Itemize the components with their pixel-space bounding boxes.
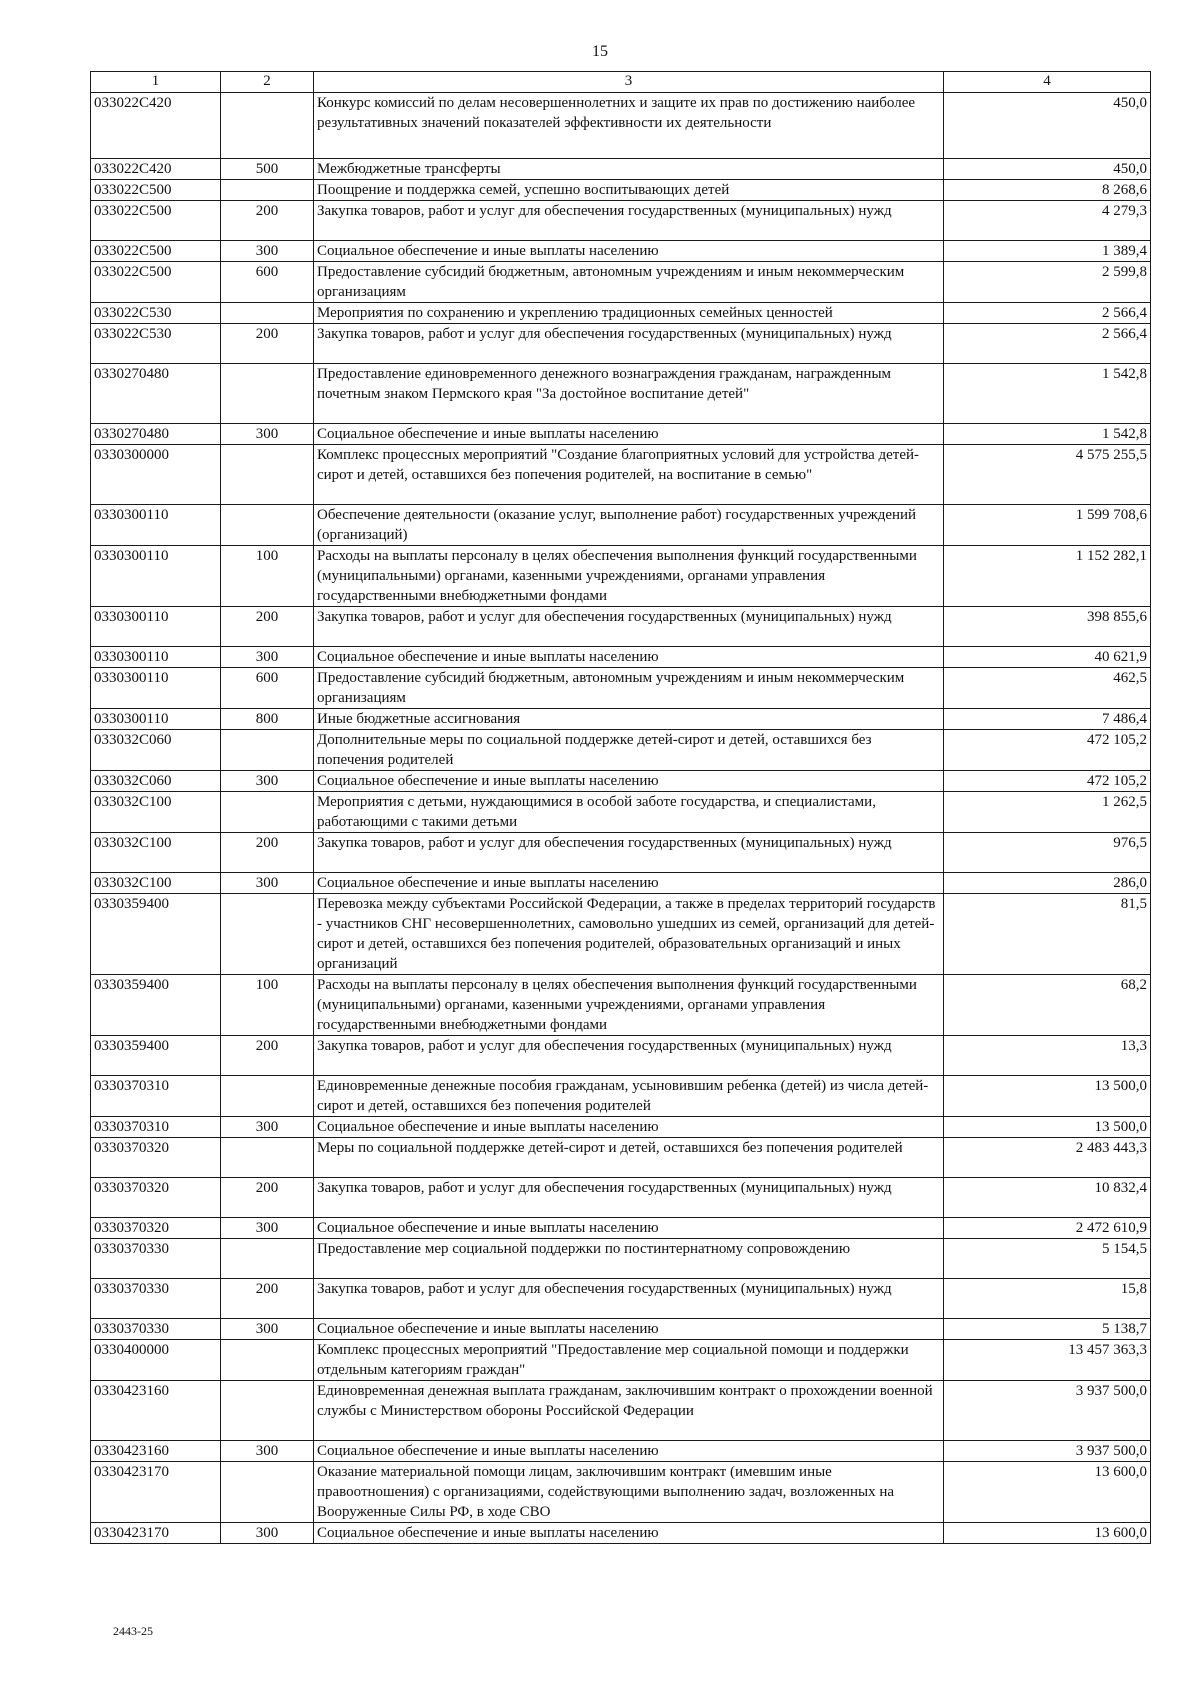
cell-name: Социальное обеспечение и иные выплаты населению — [314, 647, 944, 668]
cell-name: Предоставление субсидий бюджетным, автономным учреждениям и иным некоммерческим организациям — [314, 668, 944, 709]
cell-code: 0330270480 — [91, 424, 221, 445]
cell-sum: 1 542,8 — [944, 424, 1151, 445]
cell-name: Предоставление единовременного денежного вознаграждения гражданам, награжденным почетным знаком Пермского края "За достойное воспитание детей" — [314, 364, 944, 424]
cell-sum: 13 600,0 — [944, 1462, 1151, 1523]
cell-expense-type: 200 — [221, 1279, 314, 1319]
cell-name: Предоставление субсидий бюджетным, автономным учреждениям и иным некоммерческим организациям — [314, 262, 944, 303]
cell-sum: 10 832,4 — [944, 1178, 1151, 1218]
cell-expense-type — [221, 364, 314, 424]
cell-code: 0330370320 — [91, 1178, 221, 1218]
cell-name: Комплекс процессных мероприятий "Предоставление мер социальной помощи и поддержки отдельным категориям граждан" — [314, 1340, 944, 1381]
cell-expense-type: 200 — [221, 201, 314, 241]
cell-sum: 2 566,4 — [944, 324, 1151, 364]
table-row — [91, 668, 1151, 709]
cell-code: 033032С100 — [91, 792, 221, 833]
cell-name: Предоставление мер социальной поддержки по постинтернатному сопровождению — [314, 1239, 944, 1279]
table-row — [91, 424, 1151, 445]
cell-sum: 5 138,7 — [944, 1319, 1151, 1340]
table-row — [91, 1036, 1151, 1076]
cell-name: Социальное обеспечение и иные выплаты населению — [314, 771, 944, 792]
cell-sum: 13 600,0 — [944, 1523, 1151, 1544]
table-row — [91, 975, 1151, 1036]
cell-expense-type: 300 — [221, 1218, 314, 1239]
table-row — [91, 1441, 1151, 1462]
cell-code: 0330300110 — [91, 546, 221, 607]
cell-expense-type — [221, 1340, 314, 1381]
table-row — [91, 1319, 1151, 1340]
cell-code: 0330423160 — [91, 1381, 221, 1441]
cell-sum: 1 542,8 — [944, 364, 1151, 424]
cell-sum: 450,0 — [944, 93, 1151, 159]
table-row — [91, 364, 1151, 424]
table-row — [91, 1076, 1151, 1117]
cell-sum: 976,5 — [944, 833, 1151, 873]
cell-code: 033022С500 — [91, 241, 221, 262]
cell-expense-type: 200 — [221, 607, 314, 647]
column-header-name: 3 — [314, 72, 944, 93]
cell-name: Перевозка между субъектами Российской Федерации, а также в пределах территорий государств - участников СНГ несовершеннолетних, самовольно ушедших из семей, организаций для детей-сирот и детей, оставшихся без попечения родителей, образовательных организаций и иных организаций — [314, 894, 944, 975]
page-number: 15 — [592, 43, 608, 60]
cell-code: 0330423170 — [91, 1462, 221, 1523]
table-row — [91, 1462, 1151, 1523]
cell-expense-type: 300 — [221, 241, 314, 262]
column-header-type: 2 — [221, 72, 314, 93]
column-header-sum: 4 — [944, 72, 1151, 93]
table-row — [91, 505, 1151, 546]
cell-expense-type: 300 — [221, 873, 314, 894]
cell-code: 033022С500 — [91, 180, 221, 201]
column-header-code: 1 — [91, 72, 221, 93]
table-row — [91, 647, 1151, 668]
cell-expense-type — [221, 730, 314, 771]
cell-name: Закупка товаров, работ и услуг для обеспечения государственных (муниципальных) нужд — [314, 324, 944, 364]
cell-expense-type: 300 — [221, 1117, 314, 1138]
table-row — [91, 1279, 1151, 1319]
cell-code: 033032С100 — [91, 833, 221, 873]
cell-expense-type — [221, 1076, 314, 1117]
cell-code: 033032С060 — [91, 771, 221, 792]
table-row — [91, 792, 1151, 833]
cell-expense-type: 600 — [221, 262, 314, 303]
cell-code: 033022С420 — [91, 93, 221, 159]
cell-sum: 7 486,4 — [944, 709, 1151, 730]
cell-sum: 472 105,2 — [944, 771, 1151, 792]
cell-expense-type — [221, 1239, 314, 1279]
cell-expense-type: 300 — [221, 424, 314, 445]
table-row — [91, 445, 1151, 505]
cell-code: 033022С420 — [91, 159, 221, 180]
cell-code: 0330423170 — [91, 1523, 221, 1544]
cell-sum: 15,8 — [944, 1279, 1151, 1319]
cell-name: Социальное обеспечение и иные выплаты населению — [314, 1523, 944, 1544]
table-row — [91, 303, 1151, 324]
table-body — [91, 72, 1151, 1544]
cell-expense-type — [221, 1381, 314, 1441]
cell-code: 0330359400 — [91, 975, 221, 1036]
cell-expense-type: 600 — [221, 668, 314, 709]
cell-name: Мероприятия с детьми, нуждающимися в особой заботе государства, и специалистами, работающими с такими детьми — [314, 792, 944, 833]
cell-sum: 13 457 363,3 — [944, 1340, 1151, 1381]
cell-name: Закупка товаров, работ и услуг для обеспечения государственных (муниципальных) нужд — [314, 1279, 944, 1319]
cell-name: Закупка товаров, работ и услуг для обеспечения государственных (муниципальных) нужд — [314, 1036, 944, 1076]
cell-sum: 13 500,0 — [944, 1076, 1151, 1117]
table-row — [91, 546, 1151, 607]
cell-sum: 13 500,0 — [944, 1117, 1151, 1138]
table-row — [91, 324, 1151, 364]
table-row — [91, 1523, 1151, 1544]
cell-expense-type — [221, 445, 314, 505]
cell-name: Социальное обеспечение и иные выплаты населению — [314, 1441, 944, 1462]
cell-code: 033032С100 — [91, 873, 221, 894]
table-row — [91, 833, 1151, 873]
table-row — [91, 873, 1151, 894]
cell-name: Социальное обеспечение и иные выплаты населению — [314, 873, 944, 894]
cell-code: 0330370310 — [91, 1117, 221, 1138]
cell-name: Социальное обеспечение и иные выплаты населению — [314, 1117, 944, 1138]
cell-sum: 286,0 — [944, 873, 1151, 894]
document-id: 2443-25 — [113, 1624, 153, 1638]
cell-code: 0330370320 — [91, 1218, 221, 1239]
cell-expense-type — [221, 894, 314, 975]
table-row — [91, 1239, 1151, 1279]
cell-code: 033022С500 — [91, 201, 221, 241]
cell-sum: 40 621,9 — [944, 647, 1151, 668]
table-row — [91, 607, 1151, 647]
cell-sum: 1 599 708,6 — [944, 505, 1151, 546]
cell-expense-type: 200 — [221, 1036, 314, 1076]
cell-code: 0330300110 — [91, 668, 221, 709]
cell-name: Единовременная денежная выплата гражданам, заключившим контракт о прохождении военной службы с Министерством обороны Российской Федерации — [314, 1381, 944, 1441]
cell-expense-type: 500 — [221, 159, 314, 180]
cell-code: 0330359400 — [91, 1036, 221, 1076]
cell-code: 0330300110 — [91, 607, 221, 647]
cell-code: 033032С060 — [91, 730, 221, 771]
cell-code: 0330423160 — [91, 1441, 221, 1462]
cell-sum: 2 483 443,3 — [944, 1138, 1151, 1178]
table-row — [91, 730, 1151, 771]
cell-expense-type — [221, 1138, 314, 1178]
cell-expense-type — [221, 505, 314, 546]
cell-sum: 2 566,4 — [944, 303, 1151, 324]
cell-expense-type: 300 — [221, 1523, 314, 1544]
cell-sum: 472 105,2 — [944, 730, 1151, 771]
cell-expense-type: 200 — [221, 1178, 314, 1218]
cell-expense-type: 100 — [221, 546, 314, 607]
table-row — [91, 1117, 1151, 1138]
cell-name: Обеспечение деятельности (оказание услуг, выполнение работ) государственных учреждений (организаций) — [314, 505, 944, 546]
cell-sum: 450,0 — [944, 159, 1151, 180]
cell-name: Оказание материальной помощи лицам, заключившим контракт (имевшим иные правоотношения) с организациями, содействующими выполнению задач, возложенных на Вооруженные Силы РФ, в ходе СВО — [314, 1462, 944, 1523]
cell-name: Единовременные денежные пособия гражданам, усыновившим ребенка (детей) из числа детей-сирот и детей, оставшихся без попечения родителей — [314, 1076, 944, 1117]
cell-expense-type: 200 — [221, 833, 314, 873]
cell-expense-type — [221, 303, 314, 324]
cell-code: 0330400000 — [91, 1340, 221, 1381]
cell-code: 0330370330 — [91, 1239, 221, 1279]
cell-sum: 1 389,4 — [944, 241, 1151, 262]
cell-name: Межбюджетные трансферты — [314, 159, 944, 180]
cell-name: Социальное обеспечение и иные выплаты населению — [314, 1319, 944, 1340]
cell-sum: 4 575 255,5 — [944, 445, 1151, 505]
cell-sum: 2 472 610,9 — [944, 1218, 1151, 1239]
cell-expense-type: 200 — [221, 324, 314, 364]
cell-sum: 462,5 — [944, 668, 1151, 709]
cell-name: Расходы на выплаты персоналу в целях обеспечения выполнения функций государственными (муниципальными) органами, казенными учреждениями, органами управления государственными внебюджетными фондами — [314, 975, 944, 1036]
cell-code: 0330300110 — [91, 505, 221, 546]
cell-sum: 398 855,6 — [944, 607, 1151, 647]
cell-name: Конкурс комиссий по делам несовершеннолетних и защите их прав по достижению наиболее результативных значений показателей эффективности их деятельности — [314, 93, 944, 159]
table-row — [91, 241, 1151, 262]
table-row — [91, 1218, 1151, 1239]
cell-name: Комплекс процессных мероприятий "Создание благоприятных условий для устройства детей-сирот и детей, оставшихся без попечения родителей, на воспитание в семью" — [314, 445, 944, 505]
cell-sum: 3 937 500,0 — [944, 1381, 1151, 1441]
cell-sum: 3 937 500,0 — [944, 1441, 1151, 1462]
cell-sum: 8 268,6 — [944, 180, 1151, 201]
table-row — [91, 93, 1151, 159]
cell-expense-type — [221, 1462, 314, 1523]
cell-code: 0330359400 — [91, 894, 221, 975]
cell-code: 0330370330 — [91, 1279, 221, 1319]
cell-sum: 1 152 282,1 — [944, 546, 1151, 607]
cell-code: 033022С530 — [91, 324, 221, 364]
cell-expense-type: 300 — [221, 647, 314, 668]
cell-sum: 2 599,8 — [944, 262, 1151, 303]
table-row — [91, 1340, 1151, 1381]
table-row — [91, 709, 1151, 730]
cell-code: 0330300000 — [91, 445, 221, 505]
table-row — [91, 1178, 1151, 1218]
cell-expense-type — [221, 792, 314, 833]
cell-name: Закупка товаров, работ и услуг для обеспечения государственных (муниципальных) нужд — [314, 201, 944, 241]
table-row — [91, 262, 1151, 303]
cell-sum: 4 279,3 — [944, 201, 1151, 241]
cell-name: Расходы на выплаты персоналу в целях обеспечения выполнения функций государственными (муниципальными) органами, казенными учреждениями, органами управления государственными внебюджетными фондами — [314, 546, 944, 607]
cell-expense-type: 100 — [221, 975, 314, 1036]
cell-expense-type: 300 — [221, 1441, 314, 1462]
cell-code: 033022С530 — [91, 303, 221, 324]
cell-expense-type: 800 — [221, 709, 314, 730]
cell-sum: 68,2 — [944, 975, 1151, 1036]
cell-name: Иные бюджетные ассигнования — [314, 709, 944, 730]
cell-name: Закупка товаров, работ и услуг для обеспечения государственных (муниципальных) нужд — [314, 607, 944, 647]
cell-sum: 1 262,5 — [944, 792, 1151, 833]
cell-code: 0330300110 — [91, 709, 221, 730]
cell-name: Закупка товаров, работ и услуг для обеспечения государственных (муниципальных) нужд — [314, 833, 944, 873]
cell-code: 0330300110 — [91, 647, 221, 668]
table-row — [91, 1381, 1151, 1441]
table-header-row — [91, 72, 1151, 93]
cell-name: Социальное обеспечение и иные выплаты населению — [314, 1218, 944, 1239]
cell-code: 0330270480 — [91, 364, 221, 424]
cell-sum: 5 154,5 — [944, 1239, 1151, 1279]
cell-code: 0330370330 — [91, 1319, 221, 1340]
table-row — [91, 771, 1151, 792]
cell-name: Меры по социальной поддержке детей-сирот и детей, оставшихся без попечения родителей — [314, 1138, 944, 1178]
cell-expense-type — [221, 93, 314, 159]
table-row — [91, 180, 1151, 201]
cell-name: Социальное обеспечение и иные выплаты населению — [314, 424, 944, 445]
cell-name: Социальное обеспечение и иные выплаты населению — [314, 241, 944, 262]
cell-name: Мероприятия по сохранению и укреплению традиционных семейных ценностей — [314, 303, 944, 324]
cell-code: 033022С500 — [91, 262, 221, 303]
cell-expense-type: 300 — [221, 1319, 314, 1340]
budget-table — [90, 71, 1151, 1544]
cell-sum: 13,3 — [944, 1036, 1151, 1076]
cell-code: 0330370310 — [91, 1076, 221, 1117]
cell-expense-type: 300 — [221, 771, 314, 792]
cell-sum: 81,5 — [944, 894, 1151, 975]
table-row — [91, 201, 1151, 241]
cell-name: Закупка товаров, работ и услуг для обеспечения государственных (муниципальных) нужд — [314, 1178, 944, 1218]
cell-expense-type — [221, 180, 314, 201]
table-row — [91, 159, 1151, 180]
cell-name: Поощрение и поддержка семей, успешно воспитывающих детей — [314, 180, 944, 201]
table-row — [91, 894, 1151, 975]
table-row — [91, 1138, 1151, 1178]
cell-name: Дополнительные меры по социальной поддержке детей-сирот и детей, оставшихся без попечения родителей — [314, 730, 944, 771]
cell-code: 0330370320 — [91, 1138, 221, 1178]
